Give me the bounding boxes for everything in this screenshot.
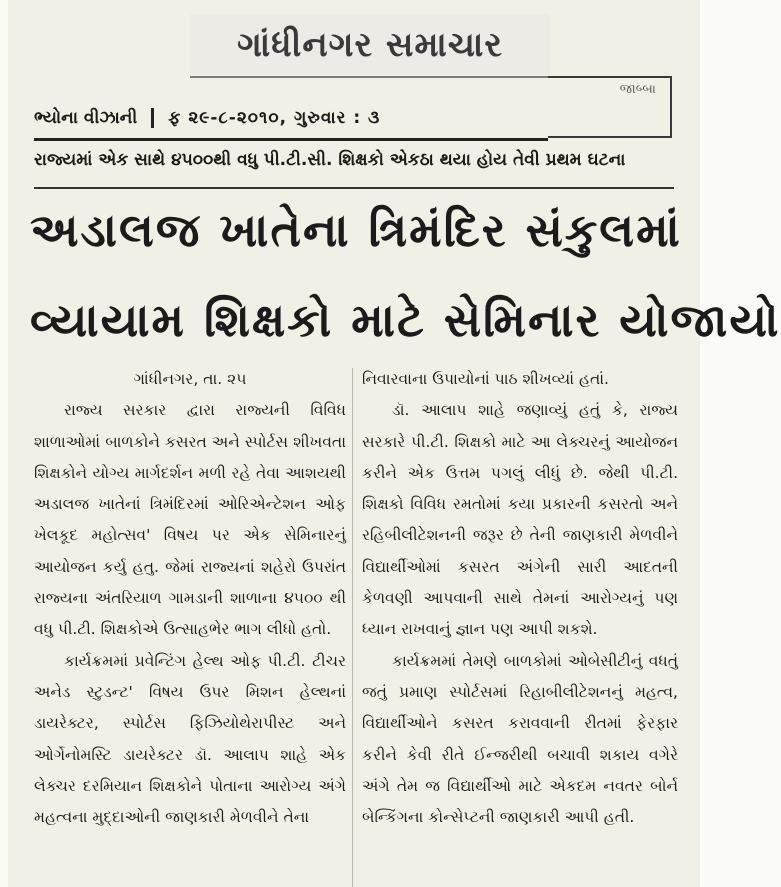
- headline-line-1: અડાલજ ખાતેના ત્રિમંદિર સંકુલમાં: [30, 203, 682, 257]
- headline-line-2: વ્યાયામ શિક્ષકો માટે સેમિનાર યોજાયો: [30, 293, 781, 347]
- kicker-rule: [34, 187, 674, 189]
- corner-box: [548, 76, 672, 138]
- paragraph: ડૉ. આલાપ શાહે જણાવ્યું હતું કે, રાજ્ય સરકારે પી.ટી. શિક્ષકો માટે આ લેક્ચરનું આયોજન કરીને એક ઉત્તમ પગલું લીધું છે. જેથી પી.ટી. શિક્ષકો વિવિધ રમતોમાં કયા પ્રકારની કસરતો અને રહિબીલીટેશનની જરૂર છે તેની જાણકારી મેળવીને વિદ્યાર્થીઓમાં કસરત અંગેની સારી આદતની કેળવણી આપવાની સાથે તેમનાં આરોગ્યનું પણ ધ્યાન રાખવાનું જ્ઞાન પણ આપી શકશે.: [362, 401, 678, 639]
- masthead: [190, 14, 550, 78]
- paragraph: રાજ્ય સરકાર દ્વારા રાજ્યની વિવિધ શાળાઓમાં બાળકોને કસરત અને સ્પોર્ટસ શીખવતા શિક્ષકોને યોગ્ય માર્ગદર્શન મળી રહે તેવા આશયથી અડાલજ ખાતેનાં ત્રિમંદિરમાં ઓરિએન્ટેશન ઓફ ખેલકૂદ મહોત્સવ' વિષય પર એક સેમિનારનું આયોજન કર્યુ હતુ. જેમાં રાજ્યનાં શહેરો ઉપરાંત રાજ્યના અંતરિયાળ ગામડાની શાળાના ૪૫૦૦ થી વધુ પી.ટી. શિક્ષકોએ ઉત્સાહભેર ભાગ લીધો હતો.: [34, 401, 346, 639]
- paragraph: નિવારવાના ઉપાયોનાં પાઠ શીખવ્યાં હતાં.: [362, 370, 609, 388]
- masthead-title: ગાંધીનગર સમાચાર: [237, 25, 503, 65]
- article-column-left: [34, 364, 346, 833]
- paragraph: કાર્યક્રમમાં પ્રવેન્ટિંગ હેલ્થ ઓફ પી.ટી. ટીચર અનેડ સ્ટુડન્ટ' વિષય ઉપર મિશન હેલ્થનાં ડાયરેક્ટર, સ્પોર્ટસ ફિઝિયોથેરાપીસ્ટ અને ઓર્ગેનોમસ્ટિ ડાયરેક્ટર ડૉ. આલાપ શાહે એક લેક્ચર દરમિયાન શિક્ષકોને પોતાના આરોગ્ય અંગે મહત્વના મુદ્દાઓની જાણકારી મેળવીને તેના: [34, 651, 346, 827]
- corner-text: જાબ્બા: [619, 82, 656, 97]
- kicker: રાજ્યમાં એક સાથે ૪૫૦૦થી વધુ પી.ટી.સી. શિક્ષકો એકઠા થયા હોય તેવી પ્રથમ ઘટના: [34, 150, 626, 170]
- paragraph: કાર્યક્રમમાં તેમણે બાળકોમાં ઓબેસીટીનું વધતું જતું પ્રમાણ સ્પોર્ટસમાં રિહાબીલીટેશનનું મહત્વ, વિદ્યાર્થીઓને કસરત કરાવવાની રીતમાં ફેરફાર કરીને કેવી રીતે ઈન્જરીથી બચાવી શકાય વગેરે અંગે તેમ જ વિદ્યાર્થીઓ માટે એકદમ નવતર બોર્ન બેન્કિંગના કોન્સેપ્ટની જાણકારી આપી હતી.: [362, 651, 678, 827]
- article-column-right: [362, 364, 678, 833]
- byline: ગાંધીનગર, તા. ૨૫: [133, 370, 247, 388]
- issue-date: ફ ૨૯-૮-૨૦૧૦, ગુરુવાર : ૩: [168, 108, 381, 128]
- dateline: [34, 98, 548, 141]
- column-divider: [352, 368, 353, 887]
- section-name: ભ્યોના વીઝાની: [34, 108, 154, 128]
